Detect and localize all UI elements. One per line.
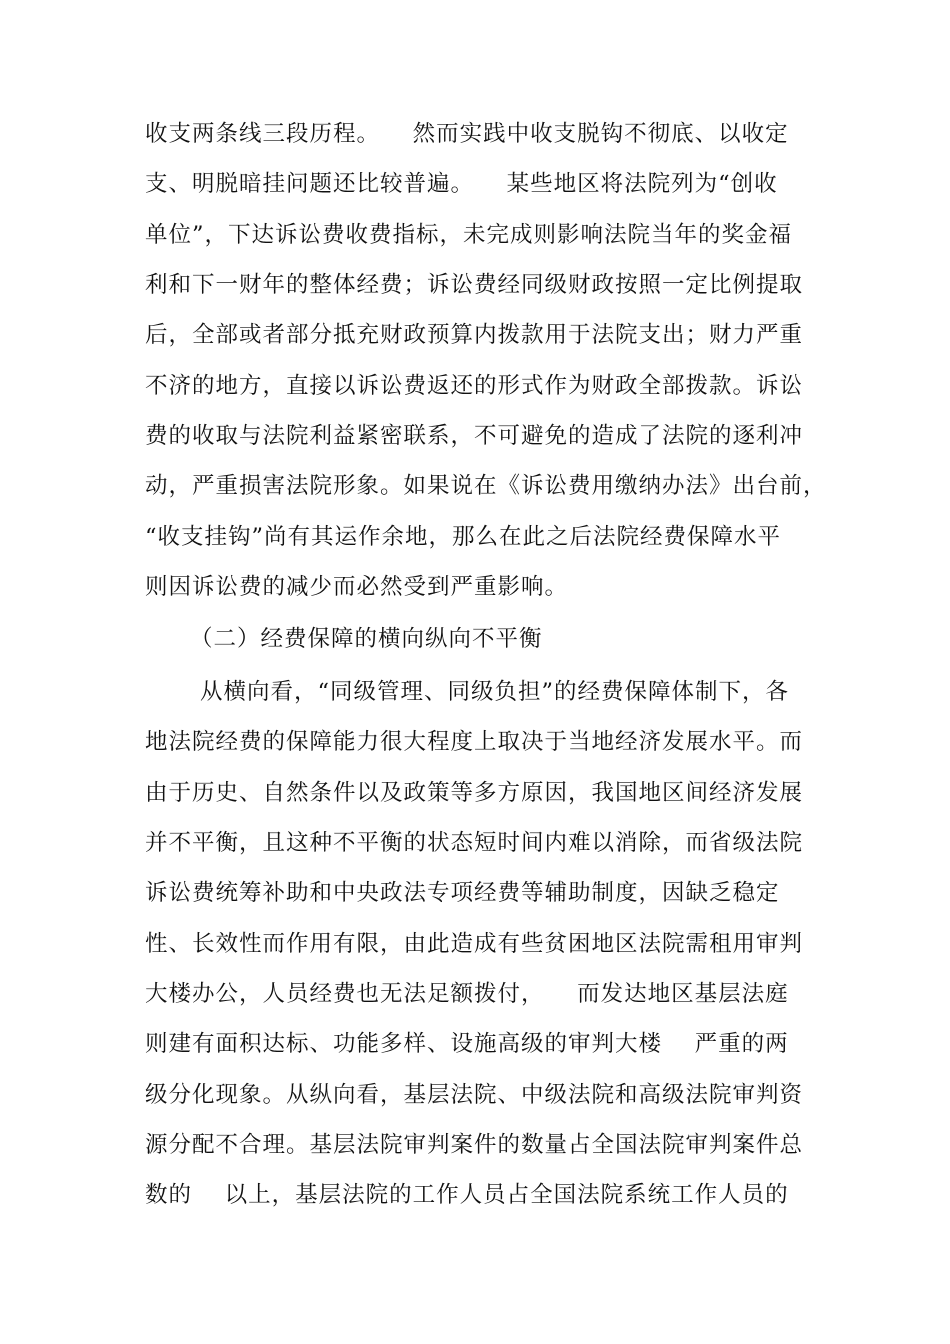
paragraph2-line-11: 数的 以上，基层法院的工作人员占全国法院系统工作人员的 xyxy=(145,1182,789,1208)
paragraph-line-5: 后，全部或者部分抵充财政预算内拨款用于法院支出；财力严重 xyxy=(145,322,804,348)
paragraph2-line-8: 则建有面积达标、功能多样、设施高级的审判大楼 严重的两 xyxy=(145,1031,789,1057)
paragraph2-line-5: 诉讼费统筹补助和中央政法专项经费等辅助制度，因缺乏稳定 xyxy=(145,880,780,906)
paragraph2-line-4: 并不平衡，且这种不平衡的状态短时间内难以消除，而省级法院 xyxy=(145,830,804,856)
paragraph-line-7: 费的收取与法院利益紧密联系，不可避免的造成了法院的逐利冲 xyxy=(145,423,804,449)
paragraph-line-4: 利和下一财年的整体经费；诉讼费经同级财政按照一定比例提取 xyxy=(145,272,804,298)
paragraph-line-2: 支、明脱暗挂问题还比较普遍。 某些地区将法院列为“创收 xyxy=(145,171,778,197)
section-heading: （二）经费保障的横向纵向不平衡 xyxy=(190,626,543,652)
paragraph2-line-7: 大楼办公，人员经费也无法足额拨付， 而发达地区基层法庭 xyxy=(145,981,789,1007)
paragraph2-line-3: 由于历史、自然条件以及政策等多方原因，我国地区间经济发展 xyxy=(145,780,804,806)
paragraph2-line-9: 级分化现象。从纵向看，基层法院、中级法院和高级法院审判资 xyxy=(145,1082,804,1108)
paragraph2-line-10: 源分配不合理。基层法院审判案件的数量占全国法院审判案件总 xyxy=(145,1132,804,1158)
paragraph2-line-6: 性、长效性而作用有限，由此造成有些贫困地区法院需租用审判 xyxy=(145,931,804,957)
paragraph-line-1: 收支两条线三段历程。 然而实践中收支脱钩不彻底、以收定 xyxy=(145,121,789,147)
paragraph-line-6: 不济的地方，直接以诉讼费返还的形式作为财政全部拨款。诉讼 xyxy=(145,373,804,399)
paragraph-line-9: “收支挂钩”尚有其运作余地，那么在此之后法院经费保障水平 xyxy=(145,524,782,550)
paragraph-line-8: 动，严重损害法院形象。如果说在《诉讼费用缴纳办法》出台前， xyxy=(145,473,827,499)
paragraph2-line-1: 从横向看，“同级管理、同级负担”的经费保障体制下，各 xyxy=(200,679,790,705)
paragraph2-line-2: 地法院经费的保障能力很大程度上取决于当地经济发展水平。而 xyxy=(145,729,804,755)
paragraph-line-3: 单位”，下达诉讼费收费指标，未完成则影响法院当年的奖金福 xyxy=(145,222,793,248)
paragraph-line-10: 则因诉讼费的减少而必然受到严重影响。 xyxy=(145,574,569,600)
